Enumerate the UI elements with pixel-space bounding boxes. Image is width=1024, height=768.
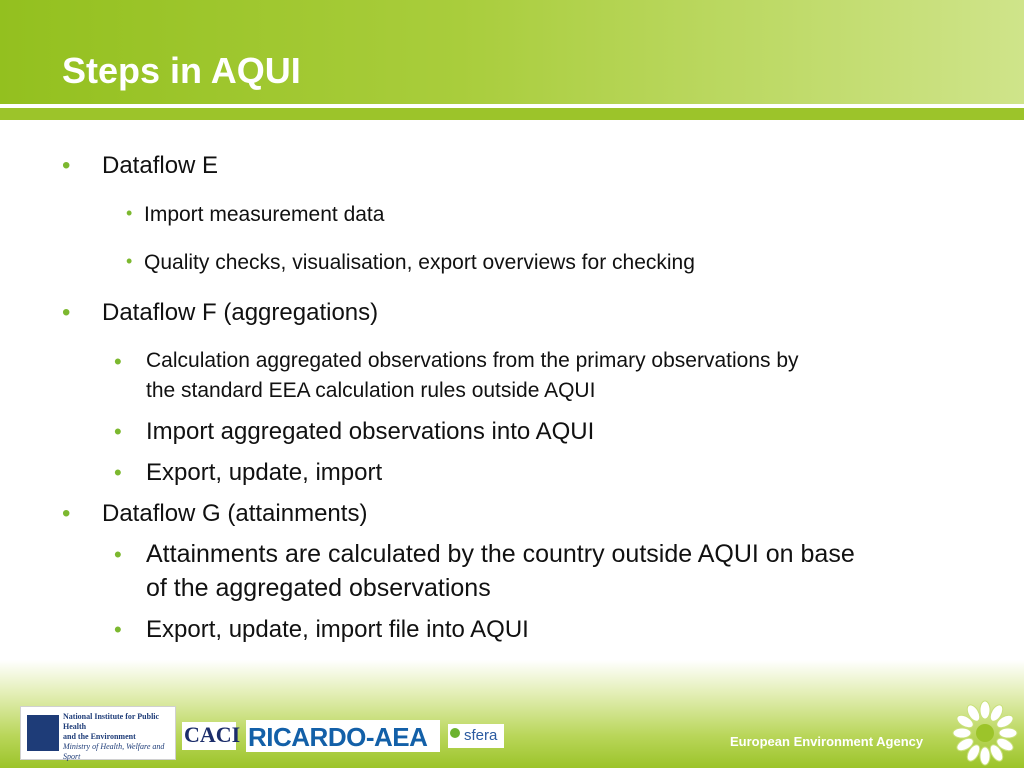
- rivm-line2: and the Environment: [63, 732, 136, 741]
- header-stripe: [0, 108, 1024, 120]
- sfera-logo: [448, 724, 504, 748]
- bullet-icon: •: [114, 349, 122, 374]
- bullet-icon: •: [126, 251, 133, 271]
- bullet-import-aggregated: Import aggregated observations into AQUI: [146, 418, 595, 445]
- caci-logo: [182, 722, 241, 750]
- bullet-dataflow-g: Dataflow G (attainments): [102, 500, 368, 527]
- crest-icon: [27, 715, 59, 751]
- eea-agency-name: European Environment Agency: [730, 734, 924, 749]
- bullet-icon: •: [126, 203, 133, 223]
- sfera-dot-icon: [450, 728, 460, 738]
- bullet-attainments-line1: Attainments are calculated by the country outside AQUI on base: [146, 540, 855, 568]
- ricardo-text: RICARDO-AEA: [248, 722, 428, 752]
- bullet-calculation-line2: the standard EEA calculation rules outside AQUI: [146, 379, 596, 402]
- rivm-logo: [20, 706, 176, 760]
- bullet-icon: •: [114, 617, 122, 642]
- bullet-icon: •: [62, 299, 71, 326]
- bullet-icon: •: [62, 500, 71, 527]
- bullet-export-import-file: Export, update, import file into AQUI: [146, 616, 529, 643]
- caci-text: CACI: [184, 722, 241, 747]
- slide-title: Steps in AQUI: [62, 50, 301, 91]
- bullet-icon: •: [62, 152, 71, 179]
- bullet-attainments-line2: of the aggregated observations: [146, 574, 491, 602]
- bullet-import-measurement: Import measurement data: [144, 203, 385, 226]
- eea-sun-icon: [952, 700, 1018, 766]
- sfera-text: sfera: [464, 727, 498, 744]
- bullet-dataflow-e: Dataflow E: [102, 152, 219, 179]
- rivm-line3: Ministry of Health, Welfare and Sport: [63, 742, 165, 761]
- bullet-icon: •: [114, 419, 122, 444]
- bullet-icon: •: [114, 542, 122, 567]
- bullet-icon: •: [114, 460, 122, 485]
- bullet-calculation-line1: Calculation aggregated observations from the primary observations by: [146, 349, 799, 372]
- bullet-quality-checks: Quality checks, visualisation, export overviews for checking: [144, 251, 695, 274]
- bullet-dataflow-f: Dataflow F (aggregations): [102, 299, 379, 326]
- rivm-line1: National Institute for Public Health: [63, 712, 160, 731]
- ricardo-aea-logo: [246, 720, 440, 752]
- bullet-export-update-import: Export, update, import: [146, 459, 383, 486]
